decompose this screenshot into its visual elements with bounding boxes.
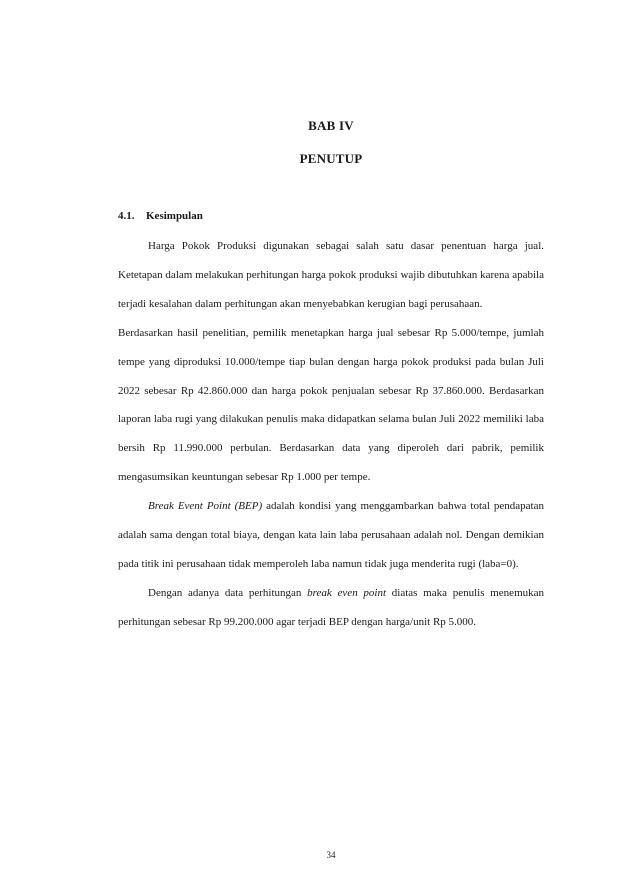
- body-text: [118, 232, 544, 637]
- section-heading: [118, 210, 203, 222]
- section-number: 4.1.: [118, 210, 135, 222]
- paragraph-results: Berdasarkan hasil penelitian, pemilik menetapkan harga jual sebesar Rp 5.000/tempe, jumlah tempe yang diproduksi 10.000/tempe tiap bulan dengan harga pokok produksi pada bulan Juli 2022 sebesar Rp 42.860.000 dan harga pokok penjualan sebesar Rp 37.860.000. Berdasarkan laporan laba rugi yang dilakukan penulis maka didapatkan selama bulan Juli 2022 memiliki laba bersih Rp 11.990.000 perbulan. Berdasarkan data yang diperoleh dari pabrik, pemilik mengasumsikan keuntungan sebesar Rp 1.000 per tempe.: [118, 326, 544, 484]
- paragraph-bep-result: [118, 579, 544, 637]
- chapter-title: PENUTUP: [299, 151, 363, 166]
- bep-definition-text: adalah kondisi yang menggambarkan bahwa total pendapatan adalah sama dengan total biaya, dengan kata lain laba perusahaan adalah nol. Dengan demikian pada titik ini perusahaan tidak memperoleh laba namun tidak juga menderita rugi (laba=0).: [118, 500, 544, 570]
- bep-result-before: Dengan adanya data perhitungan: [148, 586, 308, 599]
- bep-term: Break Event Point (BEP): [148, 500, 263, 513]
- paragraph-bep-definition: [118, 492, 544, 579]
- section-title: Kesimpulan: [146, 210, 203, 222]
- bep-result-term: break even point: [307, 586, 387, 599]
- page-number: 34: [326, 850, 336, 860]
- paragraph-hpp: Harga Pokok Produksi digunakan sebagai salah satu dasar penentuan harga jual. Ketetapan dalam melakukan perhitungan harga pokok produksi wajib dibutuhkan karena apabila terjadi kesalahan dalam perhitungan akan menyebabkan kerugian bagi perusahaan.: [118, 240, 544, 310]
- bep-result-after: diatas maka penulis menemukan perhitungan sebesar Rp 99.200.000 agar terjadi BEP dengan harga/unit Rp 5.000.: [118, 586, 545, 628]
- chapter-number: BAB IV: [308, 118, 354, 133]
